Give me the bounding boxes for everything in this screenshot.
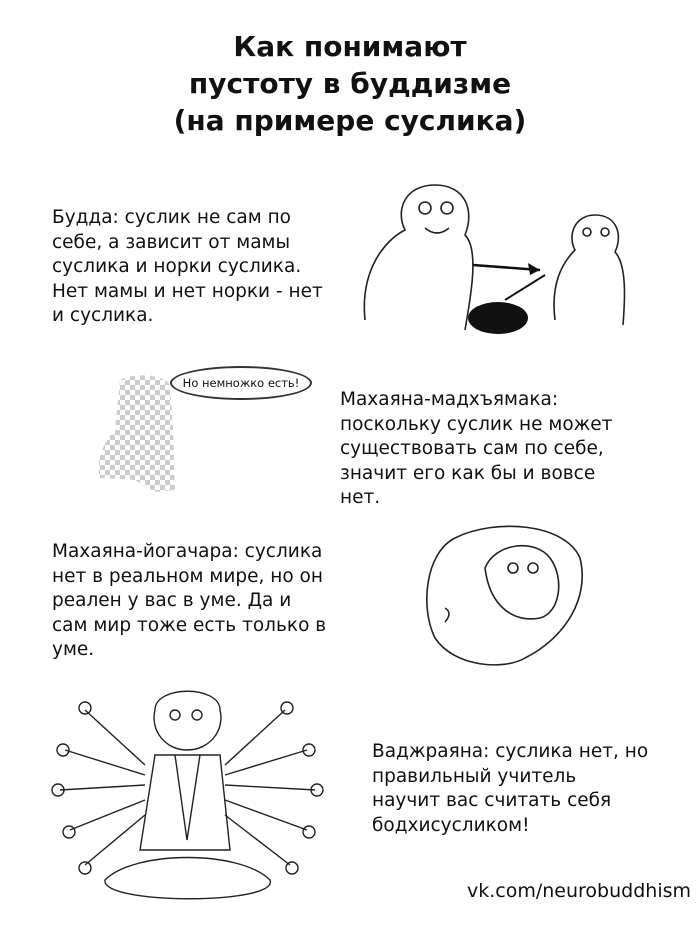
title-line: пустоту в буддизме — [188, 67, 512, 100]
vajrayana-caption: Ваджраяна: суслика нет, но правильный учитель научит вас считать себя бодхисусликом! — [372, 741, 649, 836]
gopher-mother-burrow-drawing — [355, 180, 655, 340]
buddha-caption: Будда: суслик не сам по себе, а зависит от мамы суслика и норки суслика. Нет мамы и нет норки - нет и суслика. — [52, 207, 323, 326]
yogachara-caption: Махаяна-йогачара: суслика нет в реальном мире, но он реален у вас в уме. Да и сам мир тоже есть только в уме. — [52, 541, 327, 660]
madhyamaka-caption: Махаяна-мадхъямака: поскольку суслик не может существовать сам по себе, значит его как бы и вовсе нет. — [340, 389, 613, 508]
title-line: (на примере суслика) — [173, 104, 527, 137]
speech-bubble: Но немножко есть! — [170, 366, 312, 400]
burrow-icon — [468, 302, 528, 334]
multi-armed-bodhisattva-gopher-drawing — [45, 680, 335, 925]
page-title — [0, 28, 700, 139]
title-line: Как понимают — [233, 30, 467, 63]
head-with-gopher-drawing — [415, 518, 595, 673]
source-link[interactable]: vk.com/neurobuddhism — [467, 880, 692, 902]
